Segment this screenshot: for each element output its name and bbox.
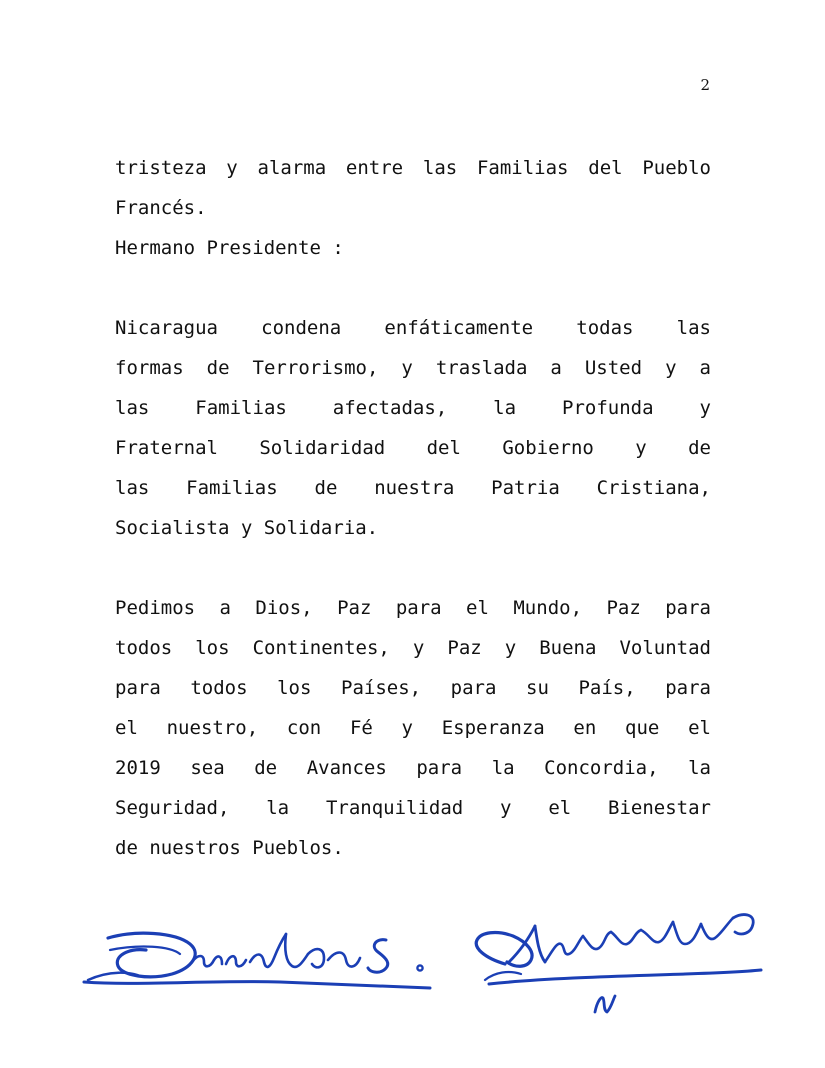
- letter-line: Francés.: [115, 197, 207, 219]
- page-number: 2: [700, 76, 710, 94]
- letter-line: Pedimos a Dios, Paz para el Mundo, Paz para: [115, 597, 711, 619]
- letter-line: Socialista y Solidaria.: [115, 517, 379, 539]
- letter-line: 2019 sea de Avances para la Concordia, la: [115, 757, 711, 779]
- letter-line: tristeza y alarma entre las Familias del Pueblo: [115, 157, 711, 179]
- letter-line: Seguridad, la Tranquilidad y el Bienestar: [115, 797, 711, 819]
- signature-right: [465, 888, 765, 1023]
- paragraph-break: [115, 548, 711, 588]
- letter-line: para todos los Países, para su País, para: [115, 677, 711, 699]
- salutation: Hermano Presidente :: [115, 237, 344, 259]
- paragraph-break: [115, 268, 711, 308]
- letter-line: las Familias afectadas, la Profunda y: [115, 397, 711, 419]
- letter-line: Nicaragua condena enfáticamente todas las: [115, 317, 711, 339]
- letter-line: todos los Continentes, y Paz y Buena Voluntad: [115, 637, 711, 659]
- letter-line: formas de Terrorismo, y traslada a Usted y a: [115, 357, 711, 379]
- letter-line: las Familias de nuestra Patria Cristiana,: [115, 477, 711, 499]
- letter-line: el nuestro, con Fé y Esperanza en que el: [115, 717, 711, 739]
- signature-left: [80, 910, 440, 1005]
- letter-line: de nuestros Pueblos.: [115, 837, 344, 859]
- letter-body: [115, 148, 711, 868]
- letter-line: Fraternal Solidaridad del Gobierno y de: [115, 437, 711, 459]
